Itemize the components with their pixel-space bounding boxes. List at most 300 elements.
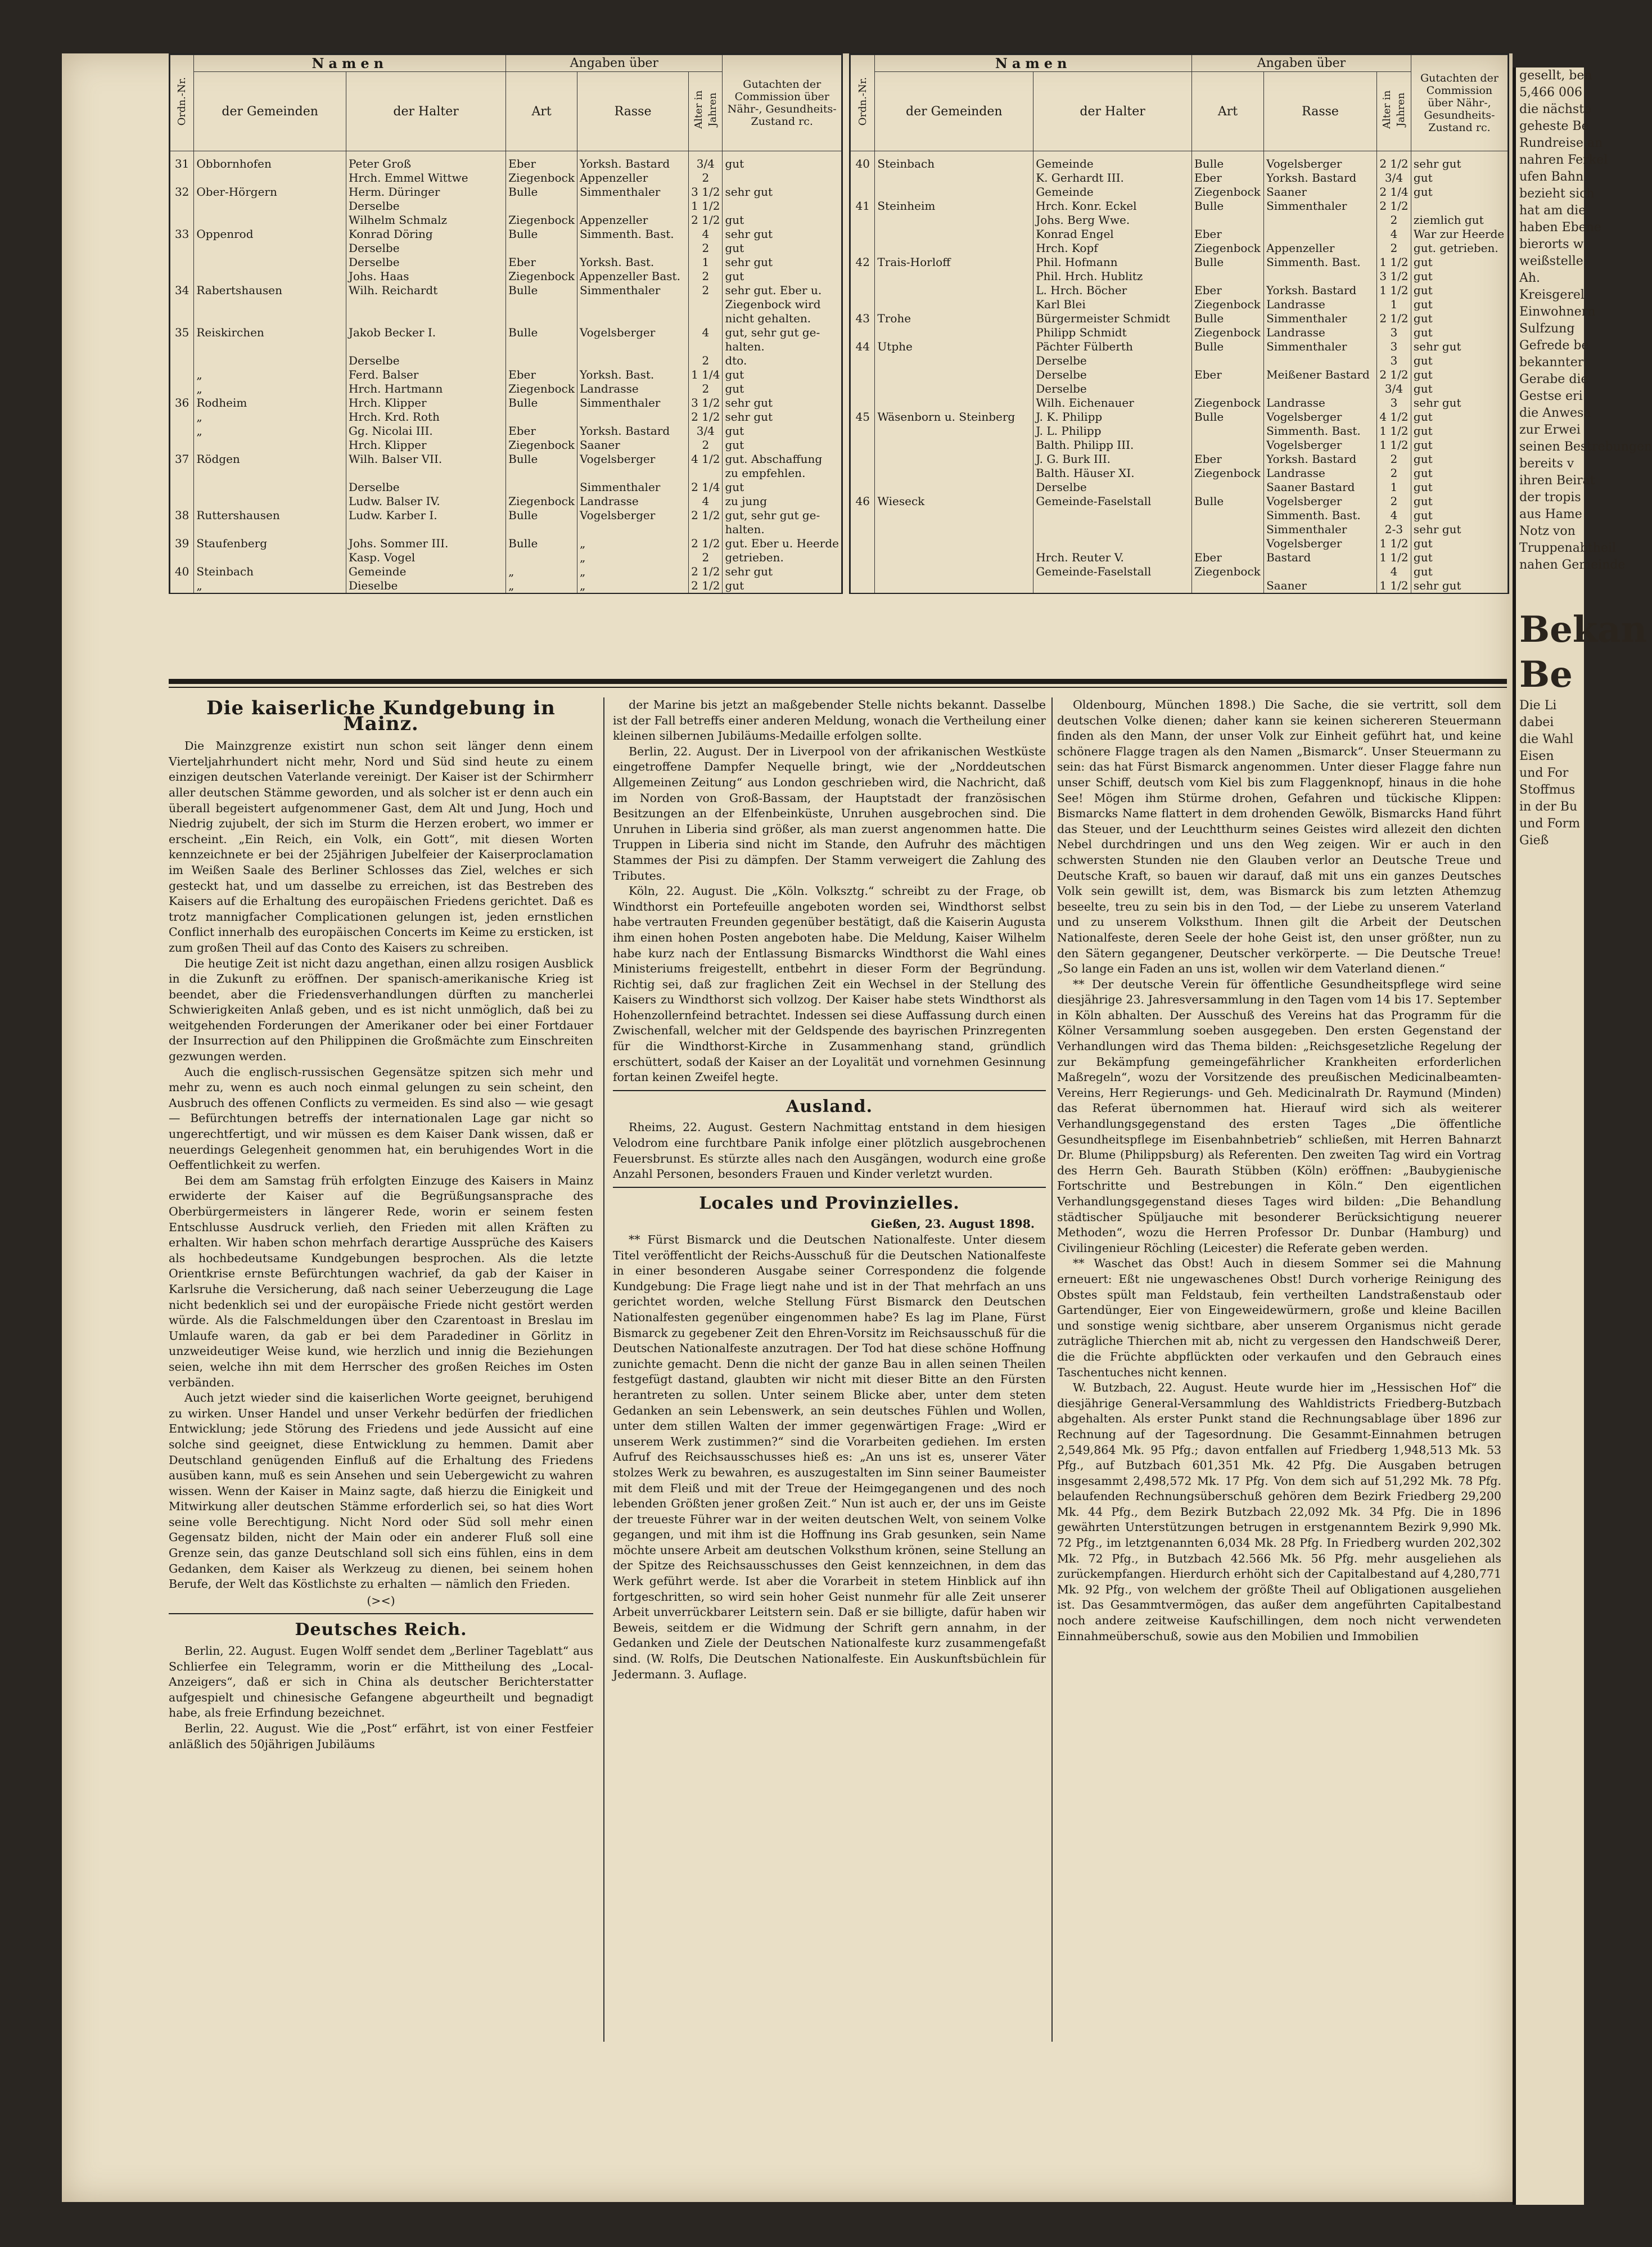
table-cell — [851, 213, 875, 227]
table-cell: gut — [723, 151, 842, 172]
table-row — [851, 199, 1508, 213]
table-cell — [851, 382, 875, 396]
table-cell — [875, 396, 1033, 410]
table-cell: Simmenth. Bast. — [577, 227, 688, 241]
table-cell: sehr gut — [723, 565, 842, 579]
table-body-right — [851, 151, 1508, 593]
table-cell: Bulle — [506, 283, 577, 298]
table-cell: 2 1/2 — [1377, 368, 1411, 382]
table-cell: sehr gut — [1411, 396, 1507, 410]
table-cell: 46 — [851, 494, 875, 508]
table-cell: Yorksh. Bastard — [577, 151, 688, 172]
table-cell: Eber — [506, 151, 577, 172]
table-cell: 3 — [1377, 354, 1411, 368]
table-cell: 1 1/2 — [1377, 424, 1411, 438]
table-cell — [1264, 269, 1377, 283]
table-row — [851, 466, 1508, 480]
table-cell: Steinheim — [875, 199, 1033, 213]
table-cell — [851, 396, 875, 410]
paragraph: der Marine bis jetzt an maßgebender Stelle nichts bekannt. Dasselbe ist der Fall betreffs einer anderen Meldung, wonach die Vertheilung einer kleinen silbernen Jubiläums-Medaille erfolgen sollte. — [613, 698, 1046, 743]
table-cell: Bulle — [506, 508, 577, 523]
table-cell: Ziegenbock — [1191, 466, 1263, 480]
table-cell: sehr gut. Eber u. — [723, 283, 842, 298]
table-cell: Phil. Hofmann — [1033, 255, 1192, 269]
table-cell: 37 — [170, 452, 194, 466]
table-row — [170, 340, 842, 354]
table-cell: Appenzeller — [577, 171, 688, 185]
table-row — [851, 494, 1508, 508]
table-row — [170, 241, 842, 255]
table-cell: War zur Heerde — [1411, 227, 1507, 241]
table-cell: Ruttershausen — [194, 508, 346, 523]
table-cell: Hrch. Reuter V. — [1033, 551, 1192, 565]
table-cell — [194, 523, 346, 537]
alter-header: Alter in Jahren — [692, 90, 719, 129]
table-cell: 2 1/2 — [689, 579, 723, 593]
table-cell: Hrch. Krd. Roth — [346, 410, 505, 424]
table-cell: 31 — [170, 151, 194, 172]
table-cell: Rabertshausen — [194, 283, 346, 298]
table-cell: 3 1/2 — [1377, 269, 1411, 283]
art-header-right: Art — [1191, 72, 1263, 151]
table-cell — [689, 298, 723, 312]
table-cell: Hrch. Kopf — [1033, 241, 1192, 255]
table-row — [170, 213, 842, 227]
table-cell — [170, 410, 194, 424]
paragraph: Oldenbourg, München 1898.) Die Sache, die sie vertritt, soll dem deutschen Volke dienen; daher kann sie keinen sichereren Steuermann finden als den Mann, der unser Volk zur Einheit geführt hat, und keine schönere Flagge tragen als den Namen „Bismarck“. Unser Steuermann zu sein: das hat Fürst Bismarck angenommen. Unter dieser Flagge fahre nun unser Schiff, deutsch vom Kiel bis zum Flaggenknopf, hinaus in die hohe See! Mögen ihm Stürme drohen, Gefahren und tückische Klippen: Bismarcks Name flattert in dem drohenden Gewölk, Bismarcks Hand führt das Steuer, und der Leuchtthurm seines Geistes wird allezeit den dichten Nebel durchdringen und uns den Weg zeigen. Wir er auch in den schwersten Stunden nie den Glauben verlor an Deutsche Treue und Deutsche Kraft, so bauen wir darauf, daß mit uns ein ganzes Deutsches Volk sein gewillt ist, dem, was Bismarck bis zum letzten Athemzug beseelte, treu zu sein bis in den Tod, — der Liebe zu unserem Vaterland und zu unserem Volksthum. Ihnen gilt die Arbeit der Deutschen Nationalfeste, deren Seele der hohe Geist ist, den unser größter, nun zu den Sätern gegangener, Deutscher verkörperte. — Die Deutsche Treue! „So lange ein Faden an uns ist, wollen wir dem Vaterland dienen.“ — [1057, 698, 1501, 976]
table-cell — [194, 480, 346, 494]
adjacent-text-line: hat am die — [1519, 204, 1586, 218]
table-cell: gut — [1411, 551, 1507, 565]
table-cell — [577, 354, 688, 368]
table-cell: 2 — [689, 354, 723, 368]
table-cell — [1264, 354, 1377, 368]
table-cell: Bulle — [1191, 199, 1263, 213]
table-cell: Dieselbe — [346, 579, 505, 593]
table-cell — [875, 424, 1033, 438]
table-cell: 1 1/2 — [689, 199, 723, 213]
table-cell — [875, 298, 1033, 312]
table-cell — [577, 466, 688, 480]
adjacent-text-line: bekannter — [1519, 355, 1584, 370]
table-cell: gut — [723, 438, 842, 452]
table-cell: Ziegenbock — [1191, 565, 1263, 579]
table-cell: 38 — [170, 508, 194, 523]
table-cell: sehr gut — [723, 255, 842, 269]
table-cell: Meißener Bastard — [1264, 368, 1377, 382]
table-cell — [1264, 382, 1377, 396]
table-cell: gut — [1411, 283, 1507, 298]
table-cell: 1 1/2 — [1377, 537, 1411, 551]
table-cell: 36 — [170, 396, 194, 410]
table-cell: gut — [1411, 565, 1507, 579]
adjacent-text-line: Kreisgerel — [1519, 288, 1585, 302]
table-cell: 3/4 — [1377, 171, 1411, 185]
table-cell: 2 1/2 — [689, 508, 723, 523]
table-cell: Gemeinde — [1033, 185, 1192, 199]
table-cell: Rödgen — [194, 452, 346, 466]
table-cell: Derselbe — [346, 241, 505, 255]
table-cell — [170, 382, 194, 396]
adjacent-text-line: die nächste — [1519, 102, 1592, 116]
table-row — [851, 312, 1508, 326]
table-cell: Yorksh. Bastard — [1264, 171, 1377, 185]
table-cell: Derselbe — [346, 255, 505, 269]
table-row — [170, 396, 842, 410]
table-cell — [506, 523, 577, 537]
table-cell: 1 1/2 — [1377, 438, 1411, 452]
table-cell: 1 1/2 — [1377, 283, 1411, 298]
table-cell: Hrch. Emmel Wittwe — [346, 171, 505, 185]
alter-header-right: Alter in Jahren — [1380, 90, 1407, 129]
adjacent-text-line: Gefrede be — [1519, 339, 1589, 353]
table-row — [851, 241, 1508, 255]
table-cell — [170, 424, 194, 438]
table-cell — [851, 438, 875, 452]
table-cell: Appenzeller Bast. — [577, 269, 688, 283]
table-cell — [1191, 269, 1263, 283]
table-cell — [1191, 424, 1263, 438]
table-cell: gut — [723, 241, 842, 255]
table-cell — [194, 298, 346, 312]
table-cell: gut — [723, 579, 842, 593]
table-cell — [875, 171, 1033, 185]
table-cell — [851, 326, 875, 340]
table-cell: Landrasse — [1264, 396, 1377, 410]
news-item: Berlin, 22. August. Eugen Wolff sendet dem „Berliner Tageblatt“ aus Schlierfee ein Telegramm, worin er die Mittheilung des „Local-Anzeigers“, daß er sich in China als deutscher Berichterstatter aufgespielt und chinesische Gefangene abgeurtheilt und begnadigt habe, als freie Erfindung bezeichnet. — [169, 1644, 593, 1720]
table-cell: gut — [1411, 368, 1507, 382]
table-cell — [875, 466, 1033, 480]
table-cell: 33 — [170, 227, 194, 241]
table-cell: Trohe — [875, 312, 1033, 326]
table-cell — [170, 298, 194, 312]
table-cell: Staufenberg — [194, 537, 346, 551]
table-cell: 2 — [1377, 241, 1411, 255]
table-cell: gut — [1411, 537, 1507, 551]
table-row — [851, 283, 1508, 298]
table-cell — [577, 410, 688, 424]
table-cell: Ziegenbock — [506, 438, 577, 452]
table-cell: Vogelsberger — [1264, 494, 1377, 508]
table-cell — [875, 185, 1033, 199]
table-cell: ziemlich gut — [1411, 213, 1507, 227]
table-cell: 1 — [1377, 480, 1411, 494]
table-cell: 2 1/2 — [689, 565, 723, 579]
adjacent-text-line: 5,466 006 — [1519, 85, 1582, 100]
table-cell: Landrasse — [577, 382, 688, 396]
table-row — [851, 424, 1508, 438]
table-cell — [194, 438, 346, 452]
table-cell: 3 — [1377, 396, 1411, 410]
adjacent-ad-line: Eisen — [1519, 749, 1554, 763]
table-cell: Hrch. Klipper — [346, 396, 505, 410]
table-cell — [194, 354, 346, 368]
news-item: W. Butzbach, 22. August. Heute wurde hier im „Hessischen Hof“ die diesjährige General-Versammlung des Wahldistricts Friedberg-Butzbach abgehalten. Als erster Punkt stand die Rechnungsablage über 1896 zur Rechnung auf der Tagesordnung. Die Gesammt-Einnahmen betrugen 2,549,864 Mk. 95 Pfg.; davon entfallen auf Friedberg 1,948,513 Mk. 53 Pfg., auf Butzbach 601,351 Mk. 42 Pfg. Die Ausgaben betrugen insgesammt 2,498,572 Mk. 17 Pfg. Von dem sich auf 51,292 Mk. 78 Pfg. belaufenden Rechnungsüberschuß gehören dem Bezirk Friedberg 29,200 Mk. 44 Pfg., dem Bezirk Butzbach 22,092 Mk. 34 Pfg. Die in 1896 gewährten Unterstützungen betrugen in erstgenanntem Bezirk 9,990 Mk. 72 Pfg., im letztgenannten 6,034 Mk. 28 Pfg. In Friedberg wurden 202,302 Mk. 72 Pfg., in Butzbach 42.566 Mk. 56 Pfg. mehr ausgeliehen als zurückempfangen. Hierdurch erhöht sich der Capitalbestand auf 4,280,771 Mk. 92 Pfg., von welchem der größte Theil auf Obligationen ausgeliehen ist. Das Gesammtvermögen, das außer dem angeführten Capitalbestand noch andere zeitweise Kaufschillingen, dem noch nicht verwendeten Einnahmeüberschuß, sowie aus den Mobilien und Immobilien — [1057, 1381, 1501, 1643]
gemeinden-header-right: der Gemeinden — [875, 72, 1033, 151]
table-row — [170, 227, 842, 241]
table-cell — [689, 312, 723, 326]
table-cell: Eber — [1191, 227, 1263, 241]
table-cell — [194, 171, 346, 185]
table-cell: 4 1/2 — [1377, 410, 1411, 424]
adjacent-text-line: gesellt, ben — [1519, 69, 1592, 83]
table-row — [170, 382, 842, 396]
table-cell — [851, 171, 875, 185]
table-cell — [851, 269, 875, 283]
table-cell — [194, 213, 346, 227]
table-cell: 2 1/4 — [1377, 185, 1411, 199]
adjacent-text-line: ihren Beirat — [1519, 474, 1595, 488]
table-cell: 2 1/2 — [1377, 199, 1411, 213]
table-cell — [170, 551, 194, 565]
table-cell: Simmenthaler — [1264, 199, 1377, 213]
art-header: Art — [506, 72, 577, 151]
angaben-header: Angaben über — [506, 55, 723, 72]
table-cell: Jakob Becker I. — [346, 326, 505, 340]
table-cell: Simmenth. Bast. — [1264, 424, 1377, 438]
table-row — [851, 508, 1508, 523]
table-cell: Eber — [506, 255, 577, 269]
table-cell: Derselbe — [1033, 368, 1192, 382]
table-cell — [1033, 579, 1192, 593]
table-cell: Bulle — [506, 326, 577, 340]
section-divider-thin — [169, 687, 1507, 688]
table-cell: Hrch. Konr. Eckel — [1033, 199, 1192, 213]
table-cell: Oppenrod — [194, 227, 346, 241]
table-cell — [170, 466, 194, 480]
table-row — [170, 199, 842, 213]
table-cell: Ziegenbock — [506, 494, 577, 508]
table-cell — [506, 340, 577, 354]
table-cell: 41 — [851, 199, 875, 213]
table-cell: Bulle — [506, 396, 577, 410]
table-cell: Konrad Engel — [1033, 227, 1192, 241]
table-cell — [194, 199, 346, 213]
table-cell — [194, 269, 346, 283]
table-cell: 2 — [689, 269, 723, 283]
paragraph: Die Mainzgrenze existirt nun schon seit länger denn einem Vierteljahrhundert nicht mehr, Nord und Süd sind heute zu einem einzigen deutschen Vaterlande vereinigt. Der Kaiser ist der Schirmherr aller deutschen Stämme geworden, und als solcher ist er denn auch ein überall begeistert aufgenommener Gast, dem Alt und Jung, Hoch und Niedrig zujubelt, der sich im Sturm die Herzen erobert, wo immer er erscheint. „Ein Reich, ein Volk, ein Gott“, mit diesen Worten kennzeichnete er bei der 25jährigen Jubelfeier der Kaiserproclamation im Weißen Saale des Berliner Schlosses das Ziel, welches er sich gesteckt hat, und um dasselbe zu erreichen, ist das Bestreben des Kaisers auf die Erhaltung des europäischen Friedens gerichtet. Daß es trotz mannigfacher Complicationen gelungen ist, jeden ernstlichen Conflict innerhalb des europäischen Concerts im Keime zu ersticken, ist zum großen Theil auf das Conto des Kaisers zu schreiben. — [169, 739, 593, 954]
news-item: ** Fürst Bismarck und die Deutschen Nationalfeste. Unter diesem Titel veröffentlicht der Reichs-Ausschuß für die Deutschen Nationalfeste in einer besonderen Ausgabe seiner Correspondenz die folgende Kundgebung: Die Frage liegt nahe und ist in der That mehrfach an uns gerichtet worden, welche Stellung Fürst Bismarck den Deutschen Nationalfesten gegenüber eingenommen habe? Es lag im Plane, Fürst Bismarck zu gegebener Zeit den Ehren-Vorsitz im Reichsausschuß für die Deutschen Nationalfeste anzutragen. Der Tod hat diese schöne Hoffnung zunichte gemacht. Denn die nicht der ganze Bau in allen seinen Theilen festgefügt dastand, glaubten wir nicht mit dieser Bitte an den Fürsten herantreten zu sollen. Unter seinem Blicke aber, unter dem steten Gedanken an sein Lebenswerk, an sein deutsches Fühlen und Wollen, unter dem stillen Walten der immer gegenwärtigen Frage: „Wird er unserem Werk zustimmen?“ sind die Vorarbeiten gediehen. Im ersten Aufruf des Reichsausschusses hieß es: „An uns ist es, unserer Väter stolzes Werk zu bewahren, es auszugestalten im Sinn seiner Baumeister mit dem Fleiß und mit der Treue der Heimgegangenen und des noch lebenden Größten jener großen Zeit.“ Nun ist auch er, der uns im Geiste der treueste Führer war in der weiten deutschen Welt, von seinem Volke gegangen, und mit ihm ist die Hoffnung ins Grab gesunken, sein Name möchte unsere Arbeit am deutschen Volksthum krönen, seine Stellung an der Spitze des Reichsausschusses den Geist kennzeichnen, in dem das Werk geführt werde. Ist aber die Vorarbeit in stetem Hinblick auf ihn fortgeschritten, so wird sein hoher Geist nunmehr für alle Zeit unserer Arbeit unverrückbarer Leitstern sein. Daß er sie billigte, dafür haben wir Beweis, seitdem er die Widmung der Schrift gern annahm, in der Gedanken und Ziele der Deutschen Nationalfeste kurz zusammengefaßt sind. (W. Rolfs, Die Deutschen Nationalfeste. Ein Auskunftsbüchlein für Jedermann. 3. Auflage. — [613, 1233, 1046, 1681]
table-cell: 35 — [170, 326, 194, 340]
table-cell: sehr gut — [1411, 151, 1507, 172]
ordnr-header-right: Ordn.-Nr. — [856, 76, 869, 126]
table-cell: gut. Abschaffung — [723, 452, 842, 466]
namen-header: Namen — [194, 55, 506, 72]
news-item: Berlin, 22. August. Der in Liverpool von der afrikanischen Westküste eingetroffene Dampfer Nequelle bringt, wie der „Norddeutschen Allgemeinen Zeitung“ aus London geschrieben wird, die Nachricht, daß im Norden von Groß-Bassam, der Hauptstadt der französischen Besitzungen an der Elfenbeinküste, Unruhen ausgebrochen sind. Die Unruhen in Liberia sind größer, als man zuerst angenommen hatte. Die Truppen in Liberia sind nicht im Stande, den Aufruhr des mächtigen Stammes der Pisi zu dämpfen. Der Stamm verweigert die Zahlung des Tributes. — [613, 744, 1046, 882]
table-cell: 2 — [689, 171, 723, 185]
table-cell: Ferd. Balser — [346, 368, 505, 382]
table-cell — [506, 410, 577, 424]
table-cell: Hrch. Hartmann — [346, 382, 505, 396]
table-cell: gut — [1411, 354, 1507, 368]
news-item: ** Waschet das Obst! Auch in diesem Sommer sei die Mahnung erneuert: Eßt nie ungewaschenes Obst! Durch vorherige Reinigung des Obstes spült man Feldstaub, fein vertheilten Landstraßenstaub oder Gartendünger, Eier von Eingeweidewürmern, große und kleine Bacillen und sonstige wenig sichtbare, aber unserem Organismus nicht gerade zuträgliche Thierchen mit ab, nicht zu vergessen den Handschweiß Derer, die die Früchte abpflückten oder verkaufen und den Gebrauch eines Taschentuches nicht kennen. — [1057, 1257, 1501, 1379]
table-cell: gut — [1411, 466, 1507, 480]
table-cell: dto. — [723, 354, 842, 368]
adjacent-text-line: Gerabe die — [1519, 372, 1588, 386]
table-cell — [875, 480, 1033, 494]
table-cell: „ — [194, 424, 346, 438]
table-cell — [851, 241, 875, 255]
table-cell: Bulle — [506, 452, 577, 466]
table-cell: Simmenthaler — [577, 396, 688, 410]
table-cell: Simmenthaler — [577, 185, 688, 199]
table-cell: gut — [1411, 382, 1507, 396]
table-cell: 45 — [851, 410, 875, 424]
table-cell — [851, 298, 875, 312]
table-cell — [1191, 382, 1263, 396]
table-cell: Ziegenbock — [506, 213, 577, 227]
table-cell: Derselbe — [1033, 480, 1192, 494]
table-cell — [689, 466, 723, 480]
table-cell: Yorksh. Bastard — [577, 424, 688, 438]
table-cell: Derselbe — [1033, 354, 1192, 368]
livestock-table-right — [849, 53, 1509, 594]
table-cell: Wieseck — [875, 494, 1033, 508]
table-cell — [875, 438, 1033, 452]
table-row — [170, 480, 842, 494]
table-cell — [875, 326, 1033, 340]
table-cell — [851, 466, 875, 480]
adjacent-text-line: bierorts w — [1519, 237, 1584, 251]
table-cell: 3 — [1377, 340, 1411, 354]
table-cell: 2 — [1377, 466, 1411, 480]
table-cell — [506, 241, 577, 255]
table-cell — [851, 579, 875, 593]
table-cell: 1 1/2 — [1377, 255, 1411, 269]
table-cell: 2-3 — [1377, 523, 1411, 537]
table-cell: J. G. Burk III. — [1033, 452, 1192, 466]
table-cell: Konrad Döring — [346, 227, 505, 241]
table-cell — [194, 466, 346, 480]
article-column-1 — [169, 697, 593, 1752]
table-cell: Gemeinde — [346, 565, 505, 579]
gutachten-header: Gutachten der Commission über Nähr-, Gesundheits-Zustand rc. — [723, 55, 842, 151]
table-cell: „ — [506, 579, 577, 593]
table-cell: 4 — [1377, 508, 1411, 523]
table-row — [170, 424, 842, 438]
table-cell — [170, 241, 194, 255]
table-cell: Ziegenbock wird — [723, 298, 842, 312]
table-cell: Eber — [506, 424, 577, 438]
table-cell: 2 — [689, 382, 723, 396]
table-cell — [851, 185, 875, 199]
table-cell: Eber — [1191, 452, 1263, 466]
table-cell: Ziegenbock — [1191, 326, 1263, 340]
table-cell — [875, 565, 1033, 579]
table-cell: Derselbe — [346, 199, 505, 213]
table-cell — [1191, 354, 1263, 368]
paragraph: Die heutige Zeit ist nicht dazu angethan, einen allzu rosigen Ausblick in die Zukunft zu eröffnen. Der spanisch-amerikanische Krieg ist beendet, aber die Friedensverhandlungen dürften zu mancherlei Schwierigkeiten Anlaß geben, und es ist nicht unmöglich, daß bei zu weitgehenden Forderungen der Amerikaner oder bei einer Fortdauer der Insurrection auf den Philippinen die Großmächte zum Einschreiten gezwungen werden. — [169, 956, 593, 1064]
table-cell — [170, 438, 194, 452]
table-cell — [506, 480, 577, 494]
table-row — [851, 340, 1508, 354]
table-row — [170, 255, 842, 269]
table-cell — [851, 227, 875, 241]
table-cell: Wilh. Eichenauer — [1033, 396, 1192, 410]
table-cell — [170, 199, 194, 213]
table-cell: Bulle — [1191, 151, 1263, 172]
table-row — [851, 326, 1508, 340]
table-cell: Bastard — [1264, 551, 1377, 565]
table-cell: Eber — [1191, 551, 1263, 565]
table-cell: Derselbe — [346, 354, 505, 368]
table-cell: 42 — [851, 255, 875, 269]
table-row — [170, 466, 842, 480]
table-cell — [194, 255, 346, 269]
table-cell — [170, 368, 194, 382]
table-cell — [194, 312, 346, 326]
table-cell: Balth. Philipp III. — [1033, 438, 1192, 452]
table-cell: gut — [1411, 171, 1507, 185]
table-cell: Simmenth. Bast. — [1264, 255, 1377, 269]
table-cell: 2 — [689, 241, 723, 255]
table-cell: sehr gut — [723, 227, 842, 241]
table-cell: 40 — [851, 151, 875, 172]
table-cell: 4 — [689, 326, 723, 340]
table-body-left — [170, 151, 842, 593]
table-cell: 43 — [851, 312, 875, 326]
table-row — [851, 523, 1508, 537]
table-cell: 2 1/2 — [689, 537, 723, 551]
adjacent-text-line: Einwohnern — [1519, 305, 1596, 319]
divider — [169, 1613, 593, 1614]
table-cell: 4 — [1377, 227, 1411, 241]
table-cell: Kasp. Vogel — [346, 551, 505, 565]
table-cell — [875, 354, 1033, 368]
table-row — [851, 396, 1508, 410]
adjacent-text-line: Sulfzung — [1519, 322, 1575, 336]
table-cell: 3 — [1377, 326, 1411, 340]
table-cell: „ — [194, 579, 346, 593]
table-cell: sehr gut — [1411, 340, 1507, 354]
table-row — [170, 452, 842, 466]
table-row — [170, 185, 842, 199]
table-cell: 40 — [170, 565, 194, 579]
table-cell — [1191, 579, 1263, 593]
adjacent-text-line: Notz von — [1519, 524, 1576, 538]
table-cell: 3/4 — [1377, 382, 1411, 396]
table-cell — [170, 171, 194, 185]
table-cell — [875, 551, 1033, 565]
table-row — [170, 298, 842, 312]
table-row — [851, 382, 1508, 396]
table-cell — [506, 551, 577, 565]
adjacent-ad-line: Die Li — [1519, 699, 1557, 713]
table-cell: 2 — [689, 551, 723, 565]
table-cell — [875, 382, 1033, 396]
table-row — [851, 452, 1508, 466]
table-cell: Ziegenbock — [1191, 298, 1263, 312]
table-cell: Ziegenbock — [1191, 185, 1263, 199]
table-cell: 1 1/2 — [1377, 579, 1411, 593]
table-cell: gut — [1411, 185, 1507, 199]
table-cell: Ziegenbock — [506, 382, 577, 396]
table-cell — [170, 579, 194, 593]
adjacent-ad-line: und Form — [1519, 817, 1581, 831]
table-cell: gut — [1411, 312, 1507, 326]
table-cell: 2 1/2 — [1377, 312, 1411, 326]
news-item: Berlin, 22. August. Wie die „Post“ erfährt, ist von einer Festfeier anläßlich des 50jährigen Jubiläums — [169, 1722, 593, 1751]
table-cell — [170, 213, 194, 227]
table-cell: 2 — [689, 283, 723, 298]
table-row — [851, 368, 1508, 382]
table-cell: Landrasse — [1264, 466, 1377, 480]
dateline: Gießen, 23. August 1898. — [870, 1217, 1035, 1231]
table-cell — [577, 241, 688, 255]
table-cell: Eber — [1191, 171, 1263, 185]
table-cell — [851, 537, 875, 551]
table-row — [851, 565, 1508, 579]
